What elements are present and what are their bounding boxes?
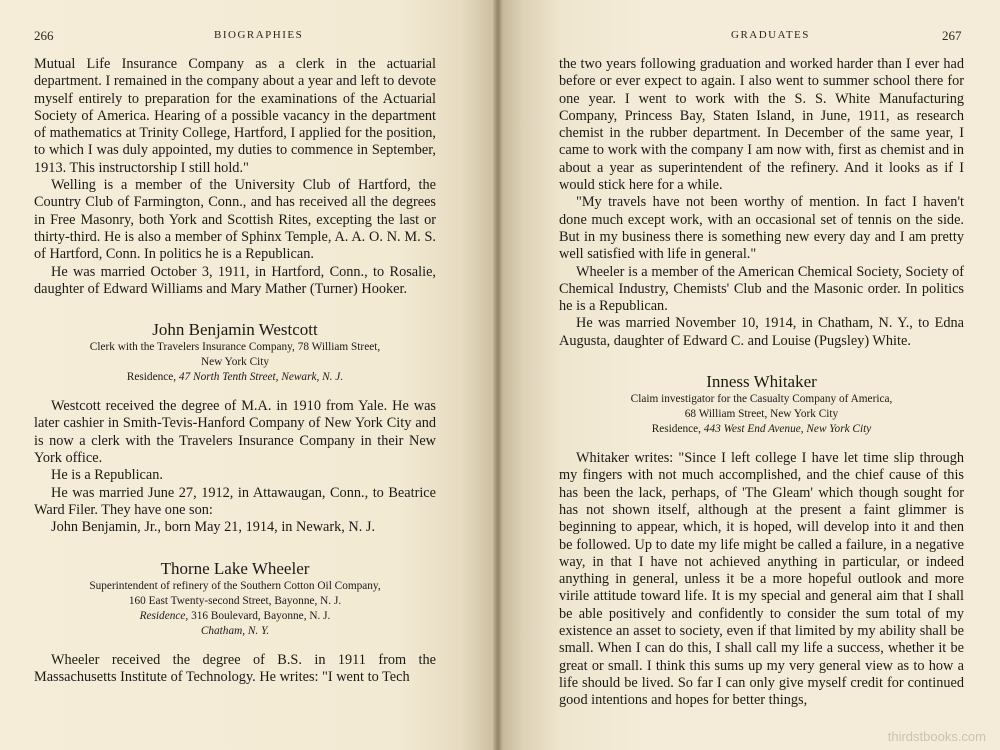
wheeler-heading: Thorne Lake Wheeler bbox=[160, 558, 310, 578]
westcott-heading: John Benjamin Westcott bbox=[152, 320, 318, 340]
westcott-occupation-1: Clerk with the Travelers Insurance Company, 78 William Street, bbox=[89, 341, 381, 354]
whitaker-occupation-2: 68 William Street, New York City bbox=[684, 408, 839, 421]
right-text-column bbox=[559, 56, 964, 710]
right-page bbox=[497, 0, 1000, 750]
right-page-number: 267 bbox=[942, 28, 962, 43]
left-running-head: BIOGRAPHIES bbox=[214, 29, 304, 41]
watermark: thirdstbooks.com bbox=[887, 729, 986, 744]
westcott-residence bbox=[34, 370, 436, 385]
westcott-politics: He is a Republican. bbox=[51, 467, 163, 484]
wheeler-occupation-1: Superintendent of refinery of the Southern Cotton Oil Company, bbox=[89, 579, 381, 592]
whitaker-heading: Inness Whitaker bbox=[706, 372, 817, 392]
westcott-residence-address: 47 North Tenth Street, Newark, N. J. bbox=[178, 371, 344, 384]
wheeler-societies: Wheeler is a member of the American Chemical Society, Society of Chemical Industry, Chemists' Club and the Masonic order. In politics he is a Republican. bbox=[559, 263, 964, 315]
left-page bbox=[0, 0, 497, 750]
wheeler-marriage: He was married November 10, 1914, in Chatham, N. Y., to Edna Augusta, daughter of Edward C. and Louise (Pugsley) White. bbox=[559, 315, 964, 349]
westcott-marriage: He was married June 27, 1912, in Attawaugan, Conn., to Beatrice Ward Filer. They have one son: bbox=[34, 484, 436, 518]
welling-clubs-paragraph: Welling is a member of the University Club of Hartford, the Country Club of Farmington, Conn., and has received all the degrees in Free Masonry, both York and Scottish Rites, excepting the last or thirty-third. He is also a member of Sphinx Temple, A. A. O. N. M. S. of Hartford, Conn. In politics he is a Republican. bbox=[34, 177, 436, 263]
whitaker-residence bbox=[559, 422, 964, 437]
welling-marriage-paragraph: He was married October 3, 1911, in Hartford, Conn., to Rosalie, daughter of Edward Williams and Mary Mather (Turner) Hooker. bbox=[34, 263, 436, 297]
westcott-residence-label: Residence, bbox=[126, 371, 177, 384]
whitaker-residence-address: 443 West End Avenue, New York City bbox=[703, 423, 872, 436]
wheeler-continued: the two years following graduation and worked harder than I ever had before or ever expect to again. I also went to summer school there for one year. I went to work with the S. S. White Manufacturing Company, Princess Bay, Staten Island, in June, 1911, as research chemist in the rubber department. In December of the same year, I came to work with the company I am now with, first as chemist and in about a year as superintendent of the refinery. And it looks as if I would stick here for a while. bbox=[559, 56, 964, 194]
westcott-bio: Westcott received the degree of M.A. in 1910 from Yale. He was later cashier in Smith-Tevis-Hanford Company of New York City and is now a clerk with the Travelers Insurance Company in their New York office. bbox=[34, 398, 436, 467]
left-text-column bbox=[34, 56, 436, 686]
westcott-son: John Benjamin, Jr., born May 21, 1914, in Newark, N. J. bbox=[51, 519, 376, 536]
wheeler-bio: Wheeler received the degree of B.S. in 1911 from the Massachusetts Institute of Technology. He writes: "I went to Tech bbox=[34, 651, 436, 685]
wheeler-residence-line2: Chatham, N. Y. bbox=[200, 624, 270, 637]
continuation-paragraph: Mutual Life Insurance Company as a clerk in the actuarial department. I remained in the company about a year and left to devote myself entirely to preparation for the examinations of the Actuarial Society of America. Hearing of a possible vacancy in the department of mathematics at Trinity College, Hartford, I applied for the position, to which I was duly appointed, my duties to commence in September, 1913. This instructorship I still hold." bbox=[34, 56, 436, 176]
wheeler-occupation-2: 160 East Twenty-second Street, Bayonne, N. J. bbox=[128, 594, 342, 607]
wheeler-residence bbox=[34, 609, 436, 624]
left-page-number: 266 bbox=[34, 28, 54, 43]
wheeler-travels: "My travels have not been worthy of mention. In fact I haven't done much except work, with an occasional set of tennis on the side. But in my business there is something new every day and I am pretty well satisfied with life in general." bbox=[559, 194, 964, 263]
wheeler-residence-address: 316 Boulevard, Bayonne, N. J. bbox=[191, 609, 331, 622]
westcott-occupation-2: New York City bbox=[200, 356, 270, 369]
book-gutter bbox=[493, 0, 503, 750]
whitaker-occupation-1: Claim investigator for the Casualty Company of America, bbox=[630, 393, 893, 406]
right-running-head: GRADUATES bbox=[731, 29, 810, 41]
whitaker-bio: Whitaker writes: "Since I left college I have let time slip through my fingers with not much accomplished, and the chief cause of this has been the lack, perhaps, of 'The Gleam' which though sought for has not shown itself, although at the present a faint glimmer is beginning to appear, which, it is hoped, will develop into it and then be followed. Up to date my life might be called a failure, in a negative way, in that I have not achieved anything in particular, or indeed anything in general, unless it be a more hopeful outlook and more virile attitude toward life. It is my special and general aim that I shall be able positively and confidently to consider the sum total of my existence an asset to society, even if that limited by my ability shall be small. When I can do this, I shall call my life a success, whether it be great or small. I think this sums up my very general view as to how a life should be lived. So far I can only give myself credit for continued good intentions and hopes for better things, bbox=[559, 450, 964, 709]
wheeler-residence-label: Residence, bbox=[139, 609, 189, 622]
whitaker-residence-label: Residence, bbox=[651, 423, 701, 436]
